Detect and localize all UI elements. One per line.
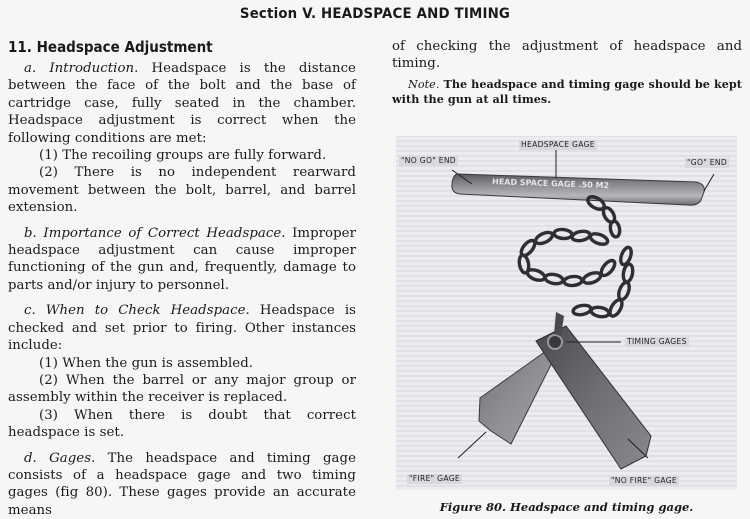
- list-item: (2) When the barrel or any major group or assembly within the receiver is replaced.: [8, 372, 356, 406]
- callout-no-go-end: "NO GO" END: [401, 156, 456, 165]
- paragraph-a-text: Headspace is the distance between the face of the bolt and the base of cartridge case, fully seated in the chamber. Headspace adjustment is correct when the following conditions are met:: [8, 61, 356, 146]
- callout-fire-gage: "FIRE" GAGE: [409, 474, 461, 483]
- figure-photo: [396, 136, 737, 490]
- note: [392, 77, 742, 107]
- paragraph-d-label: d. Gages.: [24, 450, 96, 466]
- bar-engraving: HEAD SPACE GAGE .50 M2: [491, 177, 610, 191]
- list-item: (3) When there is doubt that correct headspace is set.: [8, 407, 356, 441]
- chain: [518, 194, 634, 318]
- right-column: [392, 38, 742, 107]
- callout-headspace-gage: HEADSPACE GAGE: [521, 140, 595, 149]
- paragraph-a-label: a. Introduction.: [24, 61, 139, 76]
- paragraph-c-text: Headspace is checked and set prior to firing. Other instances include:: [8, 303, 356, 354]
- timing-gages: [479, 312, 651, 469]
- figure-caption: Figure 80. Headspace and timing gage.: [439, 500, 694, 514]
- callout-timing-gages: TIMING GAGES: [627, 337, 687, 346]
- headspace-gage-bar: [452, 174, 704, 205]
- paragraph-c-label: c. When to Check Headspace.: [24, 303, 250, 319]
- paragraph-b: [8, 225, 356, 295]
- note-text: The headspace and timing gage should be kept with the gun at all times.: [392, 76, 742, 107]
- left-column: [8, 38, 356, 519]
- paragraph-heading: 11. Headspace Adjustment: [8, 38, 213, 56]
- paragraph-d-text: The headspace and timing gage consists of a headspace gage and two timing gages (fig 80). These gages provide an accurate means: [8, 450, 356, 518]
- list-item: (1) The recoiling groups are fully forward.: [39, 148, 327, 164]
- list-item: (1) When the gun is assembled.: [39, 355, 254, 371]
- paragraph-c: [8, 302, 356, 354]
- paragraph-d-continued: of checking the adjustment of headspace and timing.: [392, 39, 742, 72]
- paragraph-b-text: Improper headspace adjustment can cause improper functioning of the gun and, frequently, damage to parts and/or injury to personnel.: [8, 225, 357, 293]
- paragraph-a: [8, 60, 356, 147]
- list-item: (2) There is no independent rearward movement between the bolt, barrel, and barrel extension.: [8, 165, 356, 216]
- note-label: Note.: [408, 77, 440, 91]
- callout-no-fire-gage: "NO FIRE" GAGE: [611, 476, 677, 485]
- paragraph-b-label: b. Importance of Correct Headspace.: [24, 225, 286, 241]
- section-title: Section V. HEADSPACE AND TIMING: [239, 6, 511, 22]
- callout-go-end: "GO" END: [687, 158, 727, 167]
- paragraph-d: [8, 450, 356, 519]
- gage-illustration: [396, 136, 737, 490]
